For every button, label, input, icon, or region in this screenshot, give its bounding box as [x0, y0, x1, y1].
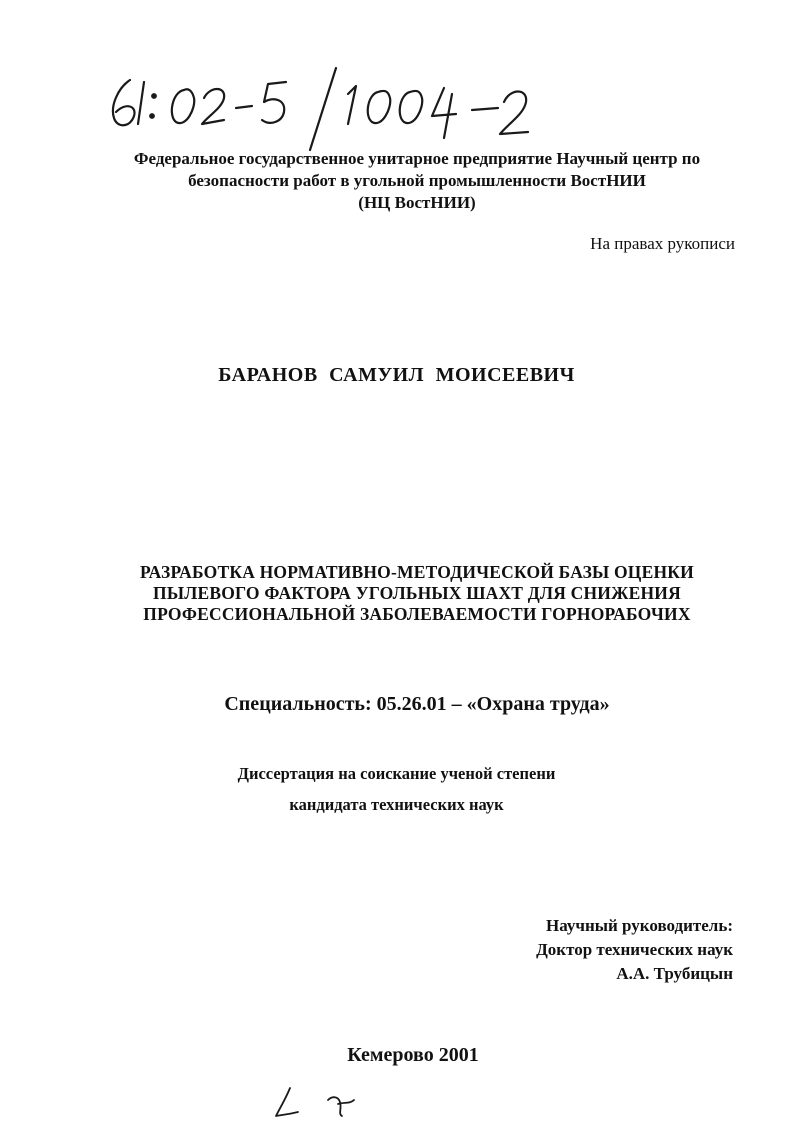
specialty: Специальность: 05.26.01 – «Охрана труда» — [224, 693, 610, 715]
supervisor-name: А.А. Трубицын — [616, 964, 733, 983]
degree-line-2: кандидата технических наук — [289, 795, 504, 814]
degree-statement — [0, 764, 793, 815]
organization-line-1: Федеральное государственное унитарное предприятие Научный центр по — [133, 149, 701, 168]
organization-header — [60, 148, 774, 214]
city-year: Кемерово 2001 — [347, 1044, 479, 1066]
title-line-3: ПРОФЕССИОНАЛЬНОЙ ЗАБОЛЕВАЕМОСТИ ГОРНОРАБОЧИХ — [143, 604, 691, 624]
title-line-2: ПЫЛЕВОГО ФАКТОРА УГОЛЬНЫХ ШАХТ ДЛЯ СНИЖЕНИЯ — [153, 583, 681, 603]
author-name: БАРАНОВ САМУИЛ МОИСЕЕВИЧ — [218, 364, 575, 386]
supervisor-label: Научный руководитель: — [546, 916, 733, 935]
organization-line-2: безопасности работ в угольной промышленности ВостНИИ — [188, 171, 646, 190]
supervisor-degree: Доктор технических наук — [536, 940, 733, 959]
rights-note: На правах рукописи — [590, 234, 735, 253]
signature-scribble — [268, 1082, 368, 1122]
organization-line-3: (НЦ ВостНИИ) — [358, 193, 476, 212]
degree-line-1: Диссертация на соискание ученой степени — [237, 764, 556, 783]
supervisor-block — [536, 914, 733, 986]
dissertation-title — [60, 562, 774, 625]
handwritten-catalog-code — [100, 58, 560, 158]
title-line-1: РАЗРАБОТКА НОРМАТИВНО-МЕТОДИЧЕСКОЙ БАЗЫ ОЦЕНКИ — [140, 562, 694, 582]
